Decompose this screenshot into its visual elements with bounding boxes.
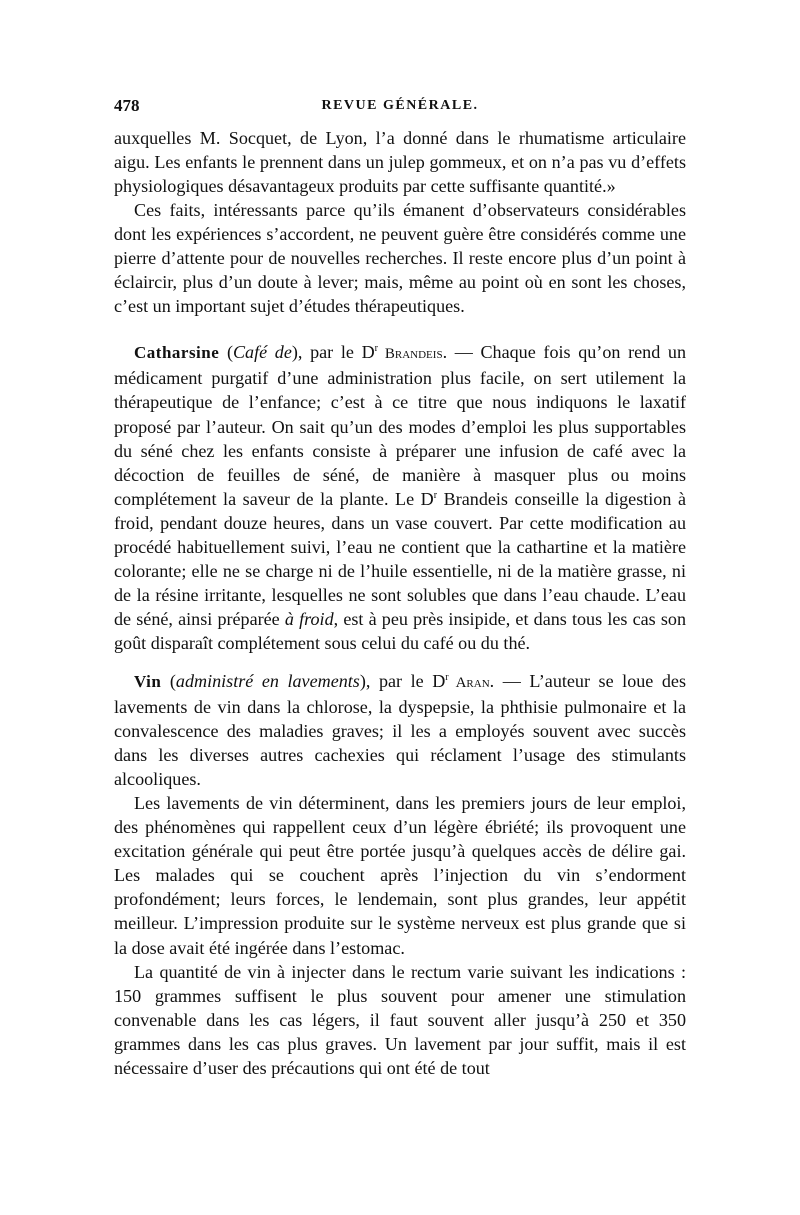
article-title-catharsine: Catharsine [134, 343, 220, 363]
author-prefix: par le D [378, 670, 446, 691]
paren-open: ( [161, 670, 176, 691]
author-prefix: par le D [310, 342, 375, 363]
article-body: . — Chaque fois qu’on rend un médicament purgatif d’une administration plus facile, on sert utilement la thérapeutique de l’enfance; c’est à ce titre que nous indiquons le laxatif proposé par l’auteur. On sait qu’un des modes d’emploi les plus supportables du séné chez les enfants consiste à préparer une infusion de café avec la décoction de feuilles de séné, de manière à masquer plus ou moins complétement la saveur de la plante. Le D [114, 342, 686, 509]
article-subtitle-catharsine: Café de [232, 342, 292, 363]
paren-open: ( [219, 342, 233, 363]
page [114, 96, 686, 1196]
paragraph-lavements: Les lavements de vin déterminent, dans les premiers jours de leur emploi, des phénomènes qui rappellent ceux d’un légère ébriété; ils provoquent une excitation générale qui peut être portée jusqu’à quelques accès de délire gai. Les malades qui se couchent après l’injection du vin s’endorment profondément; leurs forces, le lendemain, sont plus grandes, leur appétit meilleur. L’impression produite sur le système nerveux est plus grande que si la dose avait été ingérée dans l’estomac. [114, 793, 686, 958]
paragraph-ces-faits: Ces faits, intéressants parce qu’ils émanent d’observateurs considérables dont les expériences s’accordent, ne peuvent guère être considérés comme une pierre d’attente pour de nouvelles recherches. Il reste encore plus d’un point à éclaircir, plus d’un doute à lever; mais, même au point où en sont les choses, c’est un important sujet d’études thérapeutiques. [114, 200, 686, 317]
paragraph-continuation: auxquelles M. Socquet, de Lyon, l’a donné dans le rhumatisme articulaire aigu. Les enfants le prennent dans un julep gommeux, et on n’a pas vu d’effets physiologiques désavantageux produits par cette suffisante quantité.» [114, 128, 686, 197]
author-brandeis: Brandeis [378, 346, 443, 363]
article-body-end: , est à peu près insipide, et dans tous les cas son goût disparaît complétement sous celui du café ou du thé. [114, 608, 686, 653]
author-sup: r [445, 671, 449, 683]
running-head [114, 96, 686, 126]
author-aran: Aran [448, 674, 490, 691]
article-title-vin: Vin [134, 671, 162, 691]
article-body: . — L’auteur se loue des lavements de vin dans la chlorose, la dyspepsie, la phthisie pulmonaire et la convalescence des maladies graves; il les a employés souvent avec succès dans les diverses autres cachexies qui réclament l’usage des stimulants alcooliques. [114, 670, 686, 790]
article-subtitle-vin: administré en lavements [175, 670, 360, 691]
body-text [114, 126, 686, 1080]
article-catharsine [114, 340, 686, 655]
body-sup: r [433, 489, 438, 501]
paren-close: ), [291, 342, 311, 363]
page-number: 478 [114, 96, 140, 115]
paren-close: ), [359, 670, 379, 691]
article-vin [114, 669, 686, 791]
article-body-mid: Brandeis conseille la digestion à froid, pendant douze heures, dans un vase couvert. Par cette modification au procédé habituellement suivi, l’eau ne contient que la cathartine et la matière colorante; elle ne se charge ni de l’huile essentielle, ni de la matière grasse, ni de la résine irritante, lesquelles ne sont solubles que dans l’eau chaude. L’eau de séné, ainsi préparée [114, 488, 686, 629]
paragraph-quantite: La quantité de vin à injecter dans le rectum varie suivant les indications : 150 grammes suffisent le plus souvent pour amener une stimulation convenable dans les cas légers, il faut souvent aller jusqu’à 250 et 350 grammes dans les cas plus graves. Un lavement par jour suffit, mais il est nécessaire d’user des précautions qui ont été de tout [114, 961, 686, 1078]
author-sup: r [374, 343, 378, 355]
italic-a-froid: à froid [284, 608, 334, 629]
running-title: REVUE GÉNÉRALE. [321, 98, 479, 113]
